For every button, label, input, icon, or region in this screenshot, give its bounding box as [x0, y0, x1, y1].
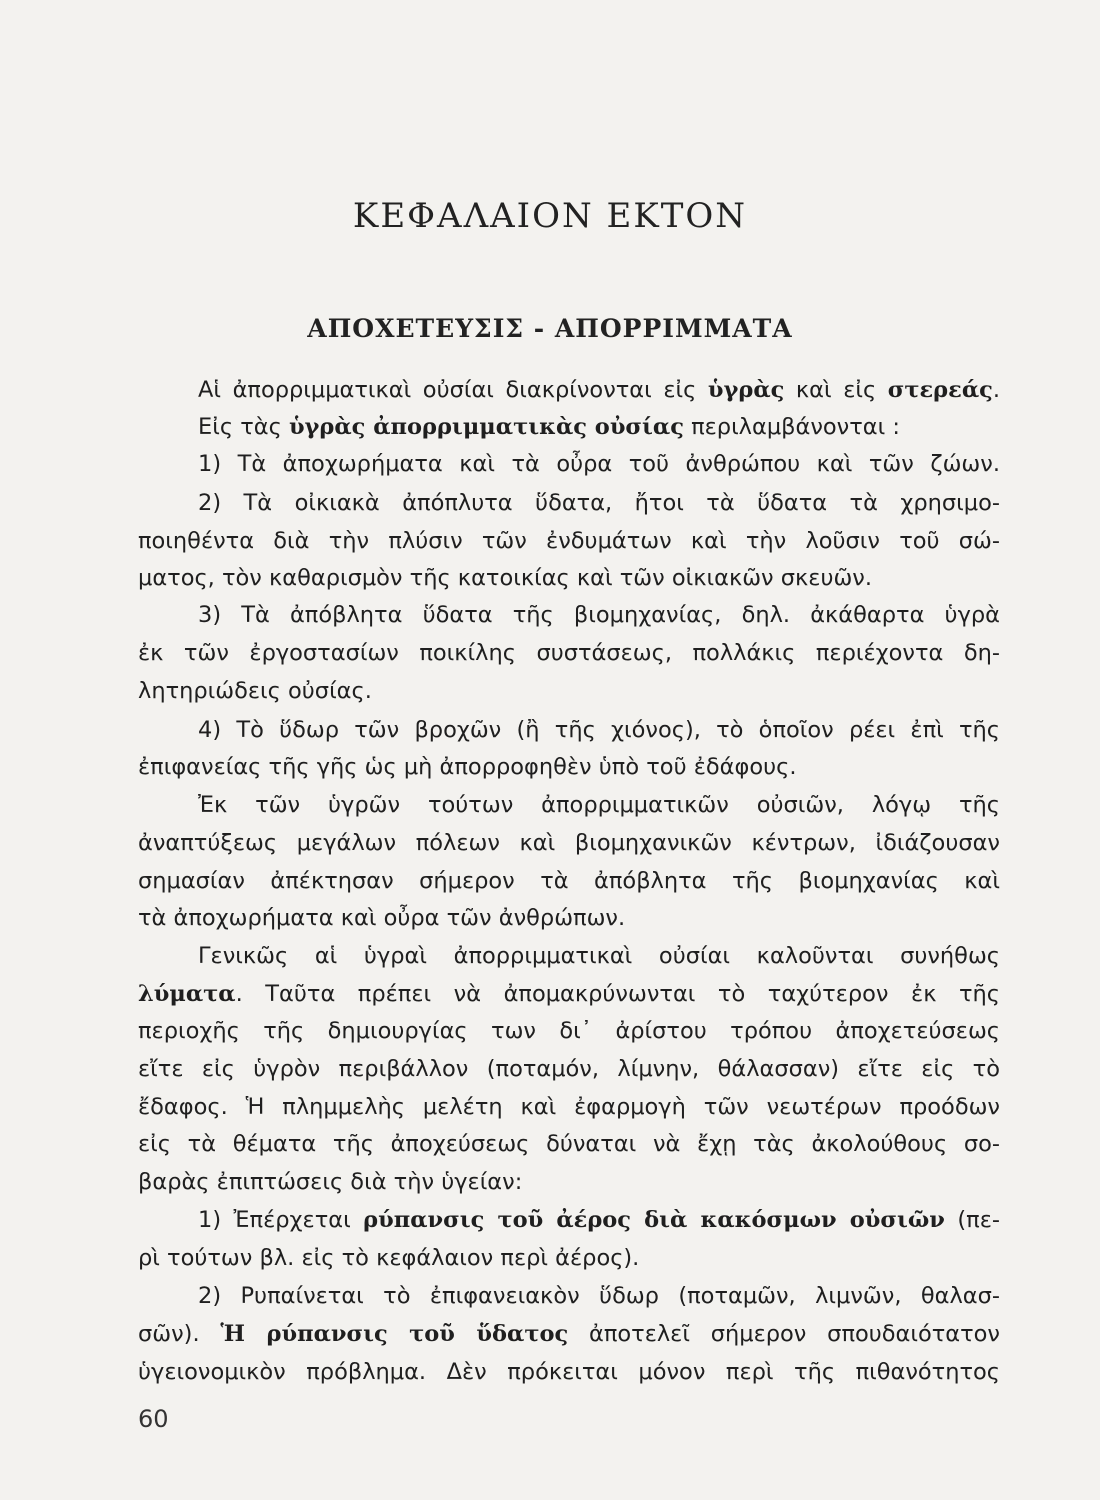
text-line: 2) Ρυπαίνεται τὸ ἐπιφανειακὸν ὕδωρ (ποταμῶν, λιμνῶν, θαλασ-: [198, 1283, 1000, 1309]
text-line: Γενικῶς αἱ ὑγραὶ ἀπορριμματικαὶ οὐσίαι καλοῦνται συνήθως: [198, 943, 1000, 969]
text-line: 2) Τὰ οἰκιακὰ ἀπόπλυτα ὕδατα, ἤτοι τὰ ὕδατα τὰ χρησιμο-: [198, 490, 1000, 516]
text-run: περιλαμβάνονται :: [683, 414, 900, 440]
text-line: Ἐκ τῶν ὑγρῶν τούτων ἀπορριμματικῶν οὐσιῶν, λόγῳ τῆς: [198, 792, 1000, 818]
bold-term: ρύπανσις τοῦ ἀέρος διὰ κακόσμων οὐσιῶν: [363, 1207, 945, 1233]
text-line: [198, 375, 1000, 405]
text-line: σημασίαν ἀπέκτησαν σήμερον τὰ ἀπόβλητα τῆς βιομηχανίας καὶ: [138, 868, 1000, 894]
text-run: 1) Ἐπέρχεται: [198, 1207, 364, 1233]
text-run: Εἰς τὰς: [198, 414, 289, 440]
text-run: σῶν).: [138, 1321, 221, 1347]
text-line: ὑγειονομικὸν πρόβλημα. Δὲν πρόκειται μόνον περὶ τῆς πιθανότητος: [138, 1359, 1000, 1385]
text-run: καὶ εἰς: [784, 377, 888, 403]
text-run: .: [992, 377, 1000, 403]
text-line: [198, 1205, 1000, 1235]
text-line: εἴτε εἰς ὑγρὸν περιβάλλον (ποταμόν, λίμνην, θάλασσαν) εἴτε εἰς τὸ: [138, 1056, 1000, 1082]
text-line: βαρὰς ἐπιπτώσεις διὰ τὴν ὑγείαν:: [138, 1169, 523, 1195]
bold-term: ὑγρὰς ἀπορριμματικὰς οὐσίας: [288, 414, 684, 440]
text-line: [138, 1319, 1000, 1349]
text-line: ἐπιφανείας τῆς γῆς ὡς μὴ ἀπορροφηθὲν ὑπὸ τοῦ ἐδάφους.: [138, 754, 797, 780]
bold-term: ὑγρὰς: [707, 377, 785, 403]
bold-term: Ἡ ρύπανσις τοῦ ὕδατος: [220, 1321, 569, 1347]
chapter-title: ΚΕΦΑΛΑΙΟΝ ΕΚΤΟΝ: [352, 196, 748, 236]
text-run: (πε-: [944, 1207, 1000, 1233]
text-line: ποιηθέντα διὰ τὴν πλύσιν τῶν ἐνδυμάτων καὶ τὴν λοῦσιν τοῦ σώ-: [138, 528, 1000, 554]
bold-term: λύματα: [138, 981, 236, 1007]
text-line: ἐκ τῶν ἐργοστασίων ποικίλης συστάσεως, πολλάκις περιέχοντα δη-: [138, 640, 1000, 666]
text-run: ἀποτελεῖ σήμερον σπουδαιότατον: [568, 1321, 1001, 1347]
text-line: περιοχῆς τῆς δημιουργίας των δι᾽ ἀρίστου τρόπου ἀποχετεύσεως: [138, 1018, 1000, 1044]
text-line: 3) Τὰ ἀπόβλητα ὕδατα τῆς βιομηχανίας, δηλ. ἀκάθαρτα ὑγρὰ: [198, 602, 1000, 628]
text-line: εἰς τὰ θέματα τῆς ἀποχεύσεως δύναται νὰ ἔχῃ τὰς ἀκολούθους σο-: [138, 1131, 1000, 1157]
text-line: [138, 979, 1000, 1009]
text-line: [198, 412, 1000, 442]
text-line: ματος, τὸν καθαρισμὸν τῆς κατοικίας καὶ τῶν οἰκιακῶν σκευῶν.: [138, 565, 873, 591]
text-line: ρὶ τούτων βλ. εἰς τὸ κεφάλαιον περὶ ἀέρος).: [138, 1245, 640, 1271]
page-number: 60: [138, 1405, 169, 1433]
text-line: 4) Τὸ ὕδωρ τῶν βροχῶν (ἢ τῆς χιόνος), τὸ ὁποῖον ρέει ἐπὶ τῆς: [198, 717, 1000, 743]
text-line: ἔδαφος. Ἡ πλημμελὴς μελέτη καὶ ἐφαρμογὴ τῶν νεωτέρων προόδων: [138, 1094, 1000, 1120]
text-run: . Ταῦτα πρέπει νὰ ἀπομακρύνωνται τὸ ταχύτερον ἐκ τῆς: [235, 981, 1000, 1007]
section-title: ΑΠΟΧΕΤΕΥΣΙΣ - ΑΠΟΡΡΙΜΜΑΤΑ: [307, 314, 793, 343]
bold-term: στερεάς: [887, 377, 993, 403]
text-line: τὰ ἀποχωρήματα καὶ οὖρα τῶν ἀνθρώπων.: [138, 905, 626, 931]
text-line: 1) Τὰ ἀποχωρήματα καὶ τὰ οὖρα τοῦ ἀνθρώπου καὶ τῶν ζώων.: [198, 451, 1000, 477]
text-run: Αἱ ἀπορριμματικαὶ οὐσίαι διακρίνονται εἰς: [198, 377, 708, 403]
text-line: λητηριώδεις οὐσίας.: [138, 678, 372, 704]
text-line: ἀναπτύξεως μεγάλων πόλεων καὶ βιομηχανικῶν κέντρων, ἰδιάζουσαν: [138, 830, 1000, 856]
